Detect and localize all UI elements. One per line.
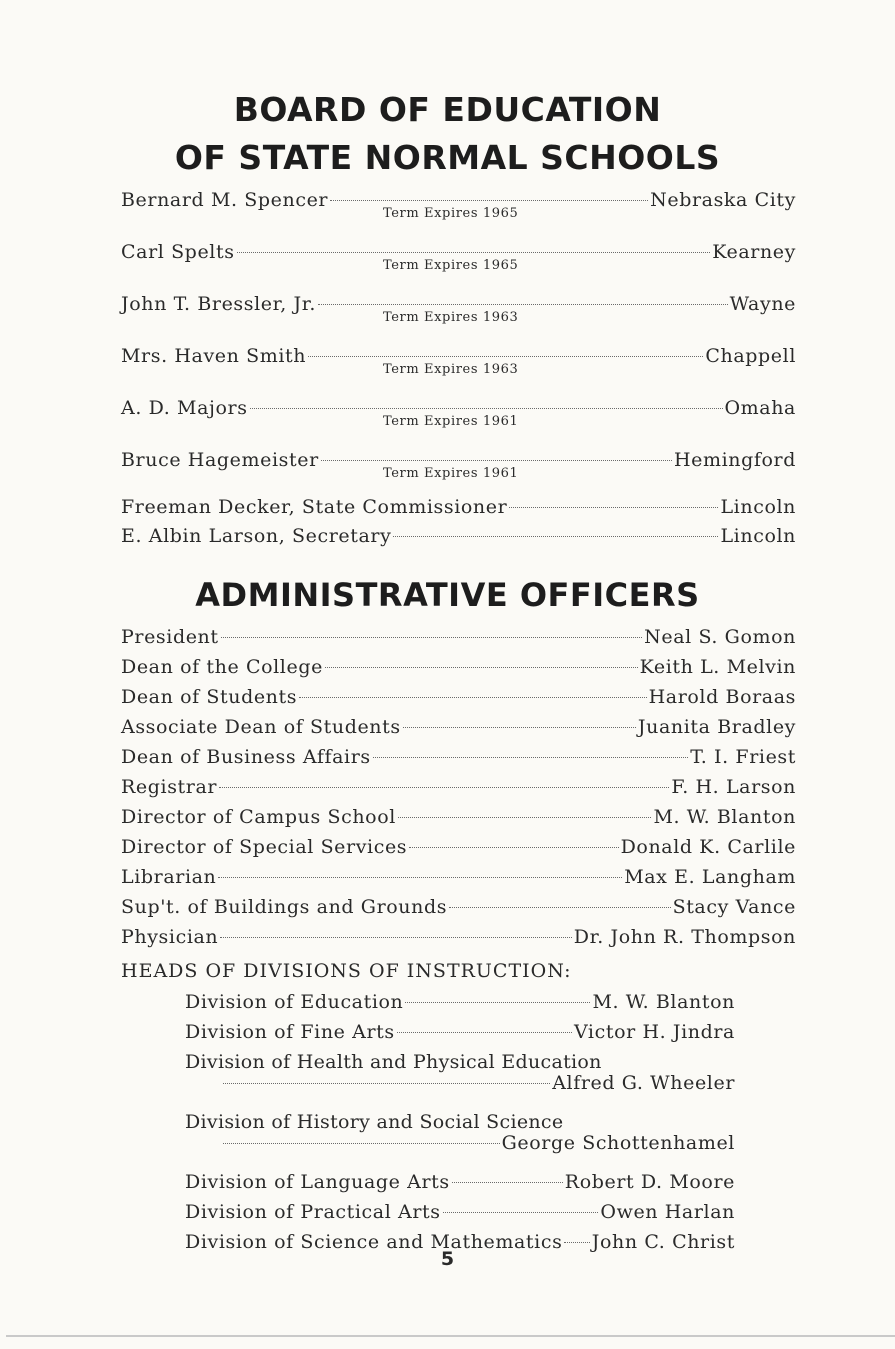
dot-leader [509,507,718,508]
staff-row [121,493,796,522]
division-head: Robert D. Moore [564,1171,735,1193]
dot-leader [405,1002,590,1003]
officer-person: Donald K. Carlile [620,836,796,858]
officer-role: Physician [121,926,219,948]
dot-leader [393,536,718,537]
officer-person: Keith L. Melvin [639,656,796,678]
dot-leader [321,460,672,461]
division-head: John C. Christ [591,1231,735,1253]
officer-row [121,832,796,862]
board-member [121,446,796,498]
dot-leader [223,1143,500,1144]
dot-leader [318,304,728,305]
officer-row [121,772,796,802]
officer-row [121,802,796,832]
board-staff-list [121,493,796,551]
member-place: Kearney [712,241,796,263]
member-term: Term Expires 1963 [383,310,519,325]
officer-role: Director of Campus School [121,806,396,828]
dot-leader [449,907,670,908]
division-name: Division of Language Arts [185,1171,450,1193]
member-term: Term Expires 1965 [383,258,519,273]
dot-leader [373,757,689,758]
officers-list [121,622,796,952]
dot-leader [403,727,636,728]
division-head: Victor H. Jindra [573,1021,735,1043]
division-name: Division of Education [185,991,404,1013]
board-members-list [121,186,796,498]
officer-role: Sup't. of Buildings and Grounds [121,896,448,918]
officer-role: President [121,626,219,648]
officer-person: Harold Boraas [648,686,796,708]
dot-leader [237,252,711,253]
division-row [185,1197,735,1227]
admin-heading: ADMINISTRATIVE OFFICERS [195,576,700,614]
member-name: A. D. Majors [121,397,248,419]
dot-leader [564,1242,589,1243]
officer-role: Registrar [121,776,218,798]
member-place: Hemingford [673,449,796,471]
officer-person: F. H. Larson [671,776,796,798]
board-heading-line1: BOARD OF EDUCATION [233,90,662,129]
officer-row [121,862,796,892]
division-head: Alfred G. Wheeler [552,1072,735,1094]
dot-leader [218,877,622,878]
dot-leader [299,697,646,698]
division-head: George Schottenhamel [501,1132,735,1154]
officer-person: Dr. John R. Thompson [573,926,796,948]
officer-row [121,742,796,772]
member-term: Term Expires 1961 [383,466,519,481]
division-row [185,987,735,1017]
dot-leader [397,1032,572,1033]
staff-place: Lincoln [720,525,796,547]
member-place: Chappell [705,345,796,367]
dot-leader [409,847,618,848]
officer-row [121,682,796,712]
member-name: Bruce Hagemeister [121,449,319,471]
staff-name: E. Albin Larson, Secretary [121,525,392,547]
member-place: Nebraska City [650,189,796,211]
bottom-edge-line [6,1335,895,1337]
officer-role: Dean of Business Affairs [121,746,371,768]
dot-leader [330,200,648,201]
officer-person: Stacy Vance [672,896,796,918]
board-member [121,290,796,342]
dot-leader [443,1212,599,1213]
board-member [121,186,796,238]
dot-leader [308,356,703,357]
division-row [185,1017,735,1047]
member-term: Term Expires 1965 [383,206,519,221]
member-place: Wayne [729,293,796,315]
heads-of-divisions-label: HEADS OF DIVISIONS OF INSTRUCTION: [121,960,572,982]
officer-role: Librarian [121,866,217,888]
divisions-list [185,987,735,1257]
dot-leader [220,937,572,938]
board-heading-line2: OF STATE NORMAL SCHOOLS [174,138,721,177]
division-name: Division of History and Social Science [185,1111,564,1133]
page-number: 5 [440,1248,455,1270]
division-head: M. W. Blanton [592,991,735,1013]
staff-name: Freeman Decker, State Commissioner [121,496,508,518]
officer-role: Dean of Students [121,686,298,708]
division-name: Division of Practical Arts [185,1201,441,1223]
staff-place: Lincoln [720,496,796,518]
board-member [121,394,796,446]
dot-leader [398,817,652,818]
officer-role: Dean of the College [121,656,323,678]
division-name: Division of Science and Mathematics [185,1231,563,1253]
dot-leader [250,408,723,409]
division-row [185,1107,735,1167]
member-term: Term Expires 1961 [383,414,519,429]
officer-person: M. W. Blanton [653,806,796,828]
officer-row [121,892,796,922]
division-name: Division of Health and Physical Education [185,1051,602,1073]
division-head: Owen Harlan [600,1201,735,1223]
member-name: John T. Bressler, Jr. [121,293,316,315]
division-name: Division of Fine Arts [185,1021,395,1043]
dot-leader [219,787,669,788]
board-member [121,342,796,394]
officer-person: Max E. Langham [624,866,796,888]
officer-role: Associate Dean of Students [121,716,401,738]
member-place: Omaha [724,397,796,419]
officer-role: Director of Special Services [121,836,408,858]
member-name: Bernard M. Spencer [121,189,329,211]
staff-row [121,522,796,551]
division-row [185,1047,735,1107]
officer-person: Juanita Bradley [637,716,796,738]
member-name: Carl Spelts [121,241,235,263]
board-member [121,238,796,290]
board-heading [0,86,895,182]
officer-row [121,712,796,742]
dot-leader [452,1182,563,1183]
member-name: Mrs. Haven Smith [121,345,307,367]
dot-leader [221,637,643,638]
division-row [185,1167,735,1197]
officer-person: T. I. Friest [690,746,796,768]
officer-row [121,652,796,682]
member-term: Term Expires 1963 [383,362,519,377]
officer-row [121,922,796,952]
officer-person: Neal S. Gomon [644,626,796,648]
dot-leader [223,1083,550,1084]
officer-row [121,622,796,652]
dot-leader [325,667,638,668]
